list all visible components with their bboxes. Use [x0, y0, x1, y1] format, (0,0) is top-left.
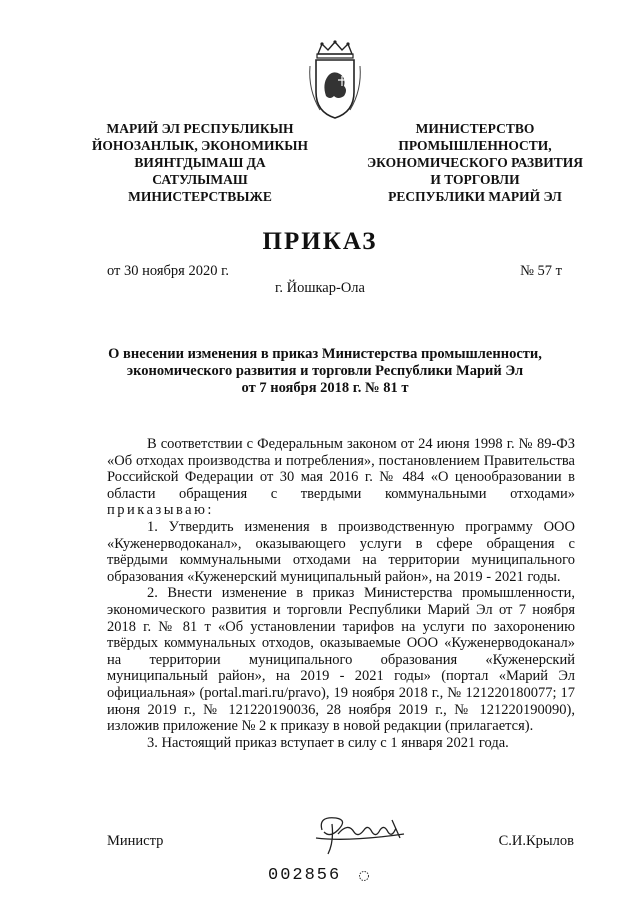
handwritten-signature	[308, 808, 414, 860]
coat-of-arms-emblem	[300, 40, 370, 120]
document-date: от 30 ноября 2020 г.	[107, 263, 230, 279]
header-right-ministry	[340, 120, 610, 205]
order-word: приказываю:	[107, 502, 214, 519]
header-right-line: РЕСПУБЛИКИ МАРИЙ ЭЛ	[388, 189, 562, 204]
serial-number: 002856	[268, 866, 342, 885]
document-city: г. Йошкар-Ола	[275, 280, 365, 296]
body-item-1: 1. Утвердить изменения в производственную программу ООО «Куженерводоканал», оказывающего услуги в сфере обращения с твёрдыми коммунальными отходами на территории муниципального образования «Куженерский муниципальный район», на 2019 - 2021 годы.	[107, 518, 575, 585]
document-subject	[90, 346, 560, 397]
header-left-line: МАРИЙ ЭЛ РЕСПУБЛИКЫН	[106, 121, 294, 136]
header-left-line: САТУЛЫМАШ	[152, 172, 248, 187]
star-mark-icon	[358, 870, 370, 882]
document-body	[107, 436, 575, 751]
header-right-line: И ТОРГОВЛИ	[430, 172, 520, 187]
body-intro-paragraph	[107, 436, 575, 519]
body-item-2: 2. Внести изменение в приказ Министерства промышленности, экономического развития и торговли Республики Марий Эл от 7 ноября 2018 г. № 81 т «Об установлении тарифов на услуги по захоронению твёрдых коммунальных отходов, оказываемые ООО «Куженерводоканал» на территории муниципального образования «Куженерский муниципальный район», на 2019 - 2021 годы» (портал «Марий Эл официальная» (portal.mari.ru/pravo), 19 ноября 2018 г., № 121220180077; 17 июня 2019 г., № 121220190036, 28 ноября 2019 г., № 121220190090), изложив приложение № 2 к приказу в новой редакции (прилагается).	[107, 585, 575, 735]
document-title: ПРИКАЗ	[262, 228, 378, 255]
body-item-3: 3. Настоящий приказ вступает в силу с 1 января 2021 года.	[147, 734, 509, 751]
signatory-position: Министр	[107, 833, 164, 849]
header-right-line: МИНИСТЕРСТВО	[415, 121, 535, 136]
header-left-line: ЙОНОЗАНЛЫК, ЭКОНОМИКЫН	[91, 138, 309, 153]
header-left-bilingual	[70, 120, 330, 205]
signatory-name: С.И.Крылов	[498, 833, 574, 849]
header-right-line: ПРОМЫШЛЕННОСТИ,	[398, 138, 552, 153]
subject-line: О внесении изменения в приказ Министерства промышленности,	[108, 346, 542, 362]
subject-line: от 7 ноября 2018 г. № 81 т	[241, 380, 409, 396]
subject-line: экономического развития и торговли Республики Марий Эл	[126, 363, 524, 379]
document-number: № 57 т	[520, 263, 562, 279]
body-intro-text: В соответствии с Федеральным законом от 24 июня 1998 г. № 89-ФЗ «Об отходах производства и потребления», постановлением Правительства Российской Федерации от 30 мая 2016 г. № 484 «О ценообразовании в области обращения с твердыми коммунальными отходами»	[107, 436, 575, 502]
header-right-line: ЭКОНОМИЧЕСКОГО РАЗВИТИЯ	[367, 155, 583, 170]
header-left-line: ВИЯҤГДЫМАШ ДА	[134, 155, 266, 170]
header-left-line: МИНИСТЕРСТВЫЖЕ	[128, 189, 272, 204]
